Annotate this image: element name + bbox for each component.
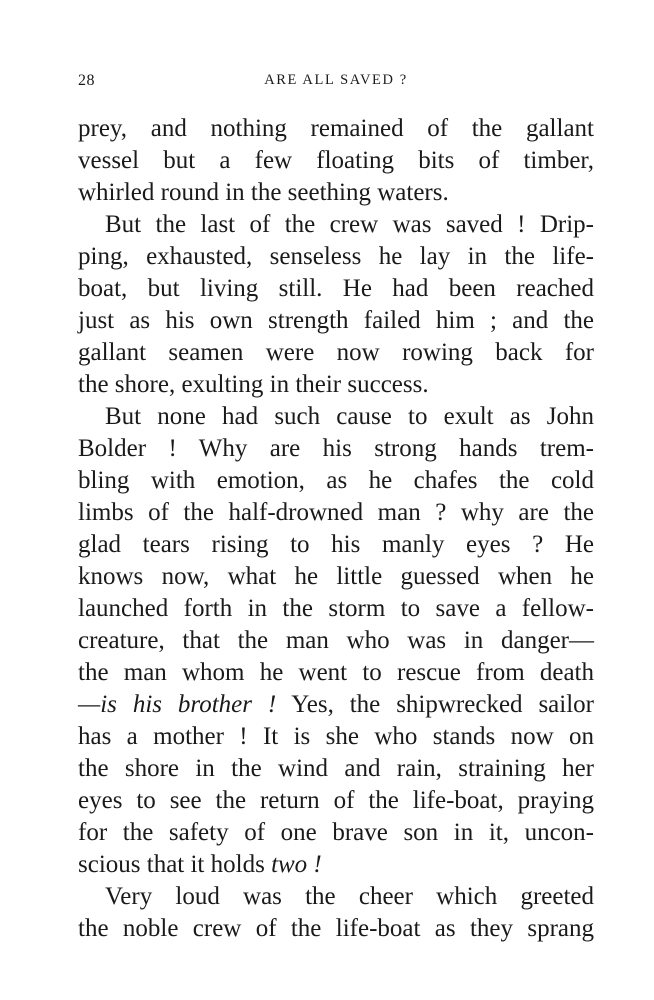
running-head (78, 72, 594, 96)
text-line: bling with emotion, as he chafes the cold (78, 467, 594, 494)
italic-phrase: —is his brother ! (78, 691, 277, 718)
text-line: vessel but a few floating bits of timber, (78, 147, 594, 174)
text-line: eyes to see the return of the life-boat, praying (78, 787, 594, 814)
text-line: the shore, exulting in their success. (78, 371, 429, 398)
text-line: the noble crew of the life-boat as they sprang (78, 915, 594, 942)
text-segment: Yes, the shipwrecked sailor (276, 691, 594, 718)
text-line: for the safety of one brave son in it, uncon- (78, 819, 594, 846)
text-line: whirled round in the seething waters. (78, 179, 449, 206)
text-line: creature, that the man who was in danger— (78, 627, 594, 654)
text-line: just as his own strength failed him ; and the (78, 307, 594, 334)
text-line: gallant seamen were now rowing back for (78, 339, 594, 366)
text-line: limbs of the half-drowned man ? why are the (78, 499, 594, 526)
text-segment: scious that it holds (78, 851, 272, 878)
text-line: knows now, what he little guessed when he (78, 563, 594, 590)
text-line-mixed (78, 849, 594, 881)
text-line: launched forth in the storm to save a fellow- (78, 595, 594, 622)
paragraph-start-line: Very loud was the cheer which greeted (105, 883, 594, 910)
text-line-mixed (78, 689, 594, 721)
text-line: prey, and nothing remained of the gallant (78, 115, 594, 142)
text-line: boat, but living still. He had been reached (78, 275, 594, 302)
page-number: 28 (78, 72, 95, 89)
text-line: has a mother ! It is she who stands now on (78, 723, 594, 750)
paragraph-start-line: But the last of the crew was saved ! Drip- (105, 211, 594, 238)
paragraph-start-line: But none had such cause to exult as John (105, 403, 594, 430)
running-title: ARE ALL SAVED ? (264, 72, 408, 88)
text-line: the shore in the wind and rain, straining her (78, 755, 594, 782)
text-line: ping, exhausted, senseless he lay in the life- (78, 243, 594, 270)
text-line: glad tears rising to his manly eyes ? He (78, 531, 594, 558)
text-line: Bolder ! Why are his strong hands trem- (78, 435, 594, 462)
body-text (78, 113, 594, 945)
text-line: the man whom he went to rescue from death (78, 659, 594, 686)
italic-phrase: two ! (271, 851, 322, 878)
